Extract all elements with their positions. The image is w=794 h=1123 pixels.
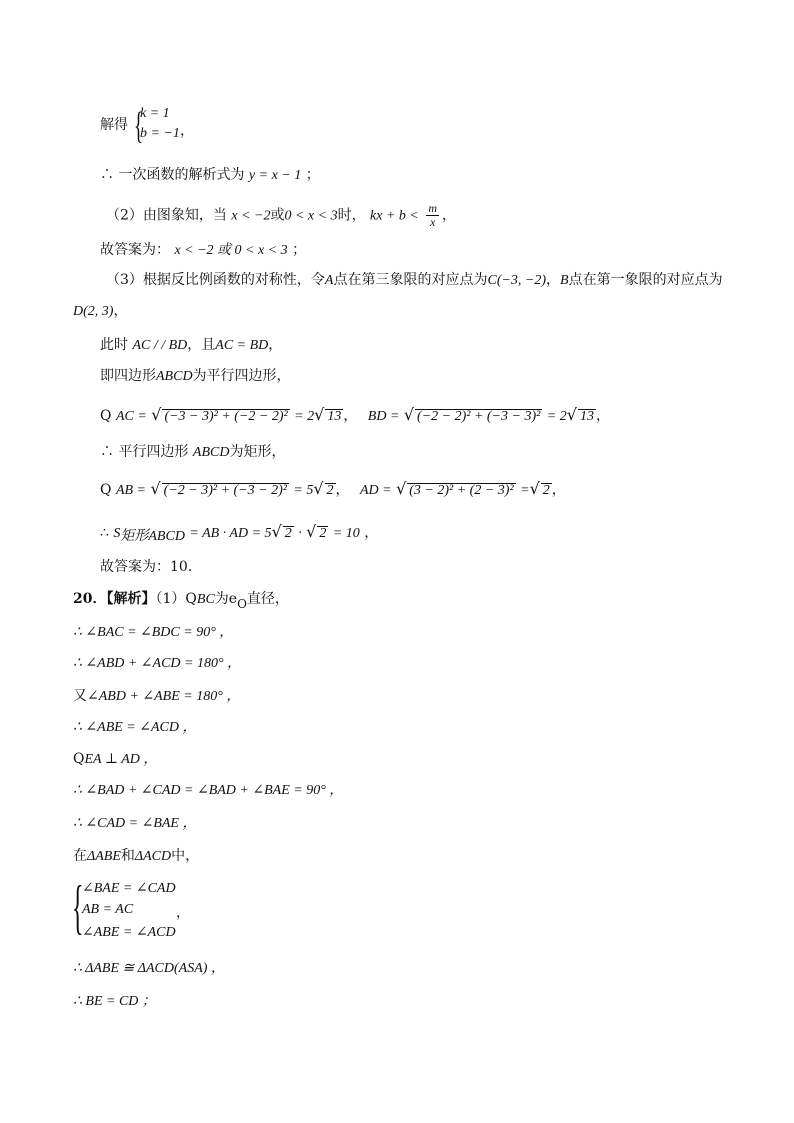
answer2-line: 故答案为： x < −2 或 0 < x < 3 ；: [100, 242, 307, 258]
part3-line: （3）根据反比例函数的对称性，令A点在第三象限的对应点为C(−3, −2)，B点在第一象限的对应点为: [106, 272, 723, 288]
linear-function-line: ∴ 一次函数的解析式为 y = x − 1 ；: [100, 167, 320, 183]
q20-line8: 在ΔABE和ΔACD中，: [73, 848, 200, 864]
left-brace-system: {: [72, 874, 84, 940]
q20-line3: 又∠ABD + ∠ABE = 180° ，: [73, 688, 241, 704]
parallel-line: 此时 AC / / BD，且AC = BD，: [100, 337, 283, 353]
solve-label: 解得: [100, 117, 128, 133]
part3-line-cont: D(2, 3)，: [73, 303, 128, 319]
q20-line2: ∴ ∠ABD + ∠ACD = 180° ，: [73, 656, 242, 671]
parallelogram-line: 即四边形ABCD为平行四边形，: [100, 368, 291, 384]
ac-bd-line: Q AC = √ (−3 − 3)² + (−2 − 2)² = 2√ 13 ， BD = √ (−2 − 2)² + (−3 − 3)² = 2√ 13 ，: [100, 405, 610, 424]
part2-line: （2）由图象知，当 x < −2或0 < x < 3时， kx + b < $\frac{m}{x}$ ，: [106, 201, 456, 229]
q20-line9: ∴ ΔABE ≅ ΔACD(ASA) ，: [73, 961, 225, 976]
q20-line6: ∴ ∠BAD + ∠CAD = ∠BAD + ∠BAE = 90° ，: [73, 783, 344, 798]
rectangle-line: ∴ 平行四边形 ABCD为矩形，: [100, 444, 286, 460]
answer3-line: 故答案为：10．: [100, 559, 202, 575]
q20-line1: ∴ ∠BAC = ∠BDC = 90° ，: [73, 625, 234, 640]
q20-line10: ∴ BE = CD ；: [73, 994, 156, 1009]
left-brace: {: [134, 105, 144, 147]
q20-line4: ∴ ∠ABE = ∠ACD ，: [73, 720, 197, 735]
ab-ad-line: Q AB = √ (−2 − 3)² + (−3 − 2)² = 5√ 2 ， AD = √ (3 − 2)² + (2 − 3)² =√ 2 ，: [100, 479, 566, 498]
q20-line5: QEA ⊥ AD ，: [73, 751, 158, 767]
fraction-m-over-x: $\frac{m}{x}$: [428, 201, 437, 229]
q20-heading: 20．【解析】（1）QBC为$e_O$直径，: [73, 591, 289, 611]
area-line: ∴ $S_{矩形ABCD}$ = AB · AD = 5√ 2 · √ 2 = 10 ，: [100, 522, 379, 544]
q20-line7: ∴ ∠CAD = ∠BAE ，: [73, 816, 197, 831]
